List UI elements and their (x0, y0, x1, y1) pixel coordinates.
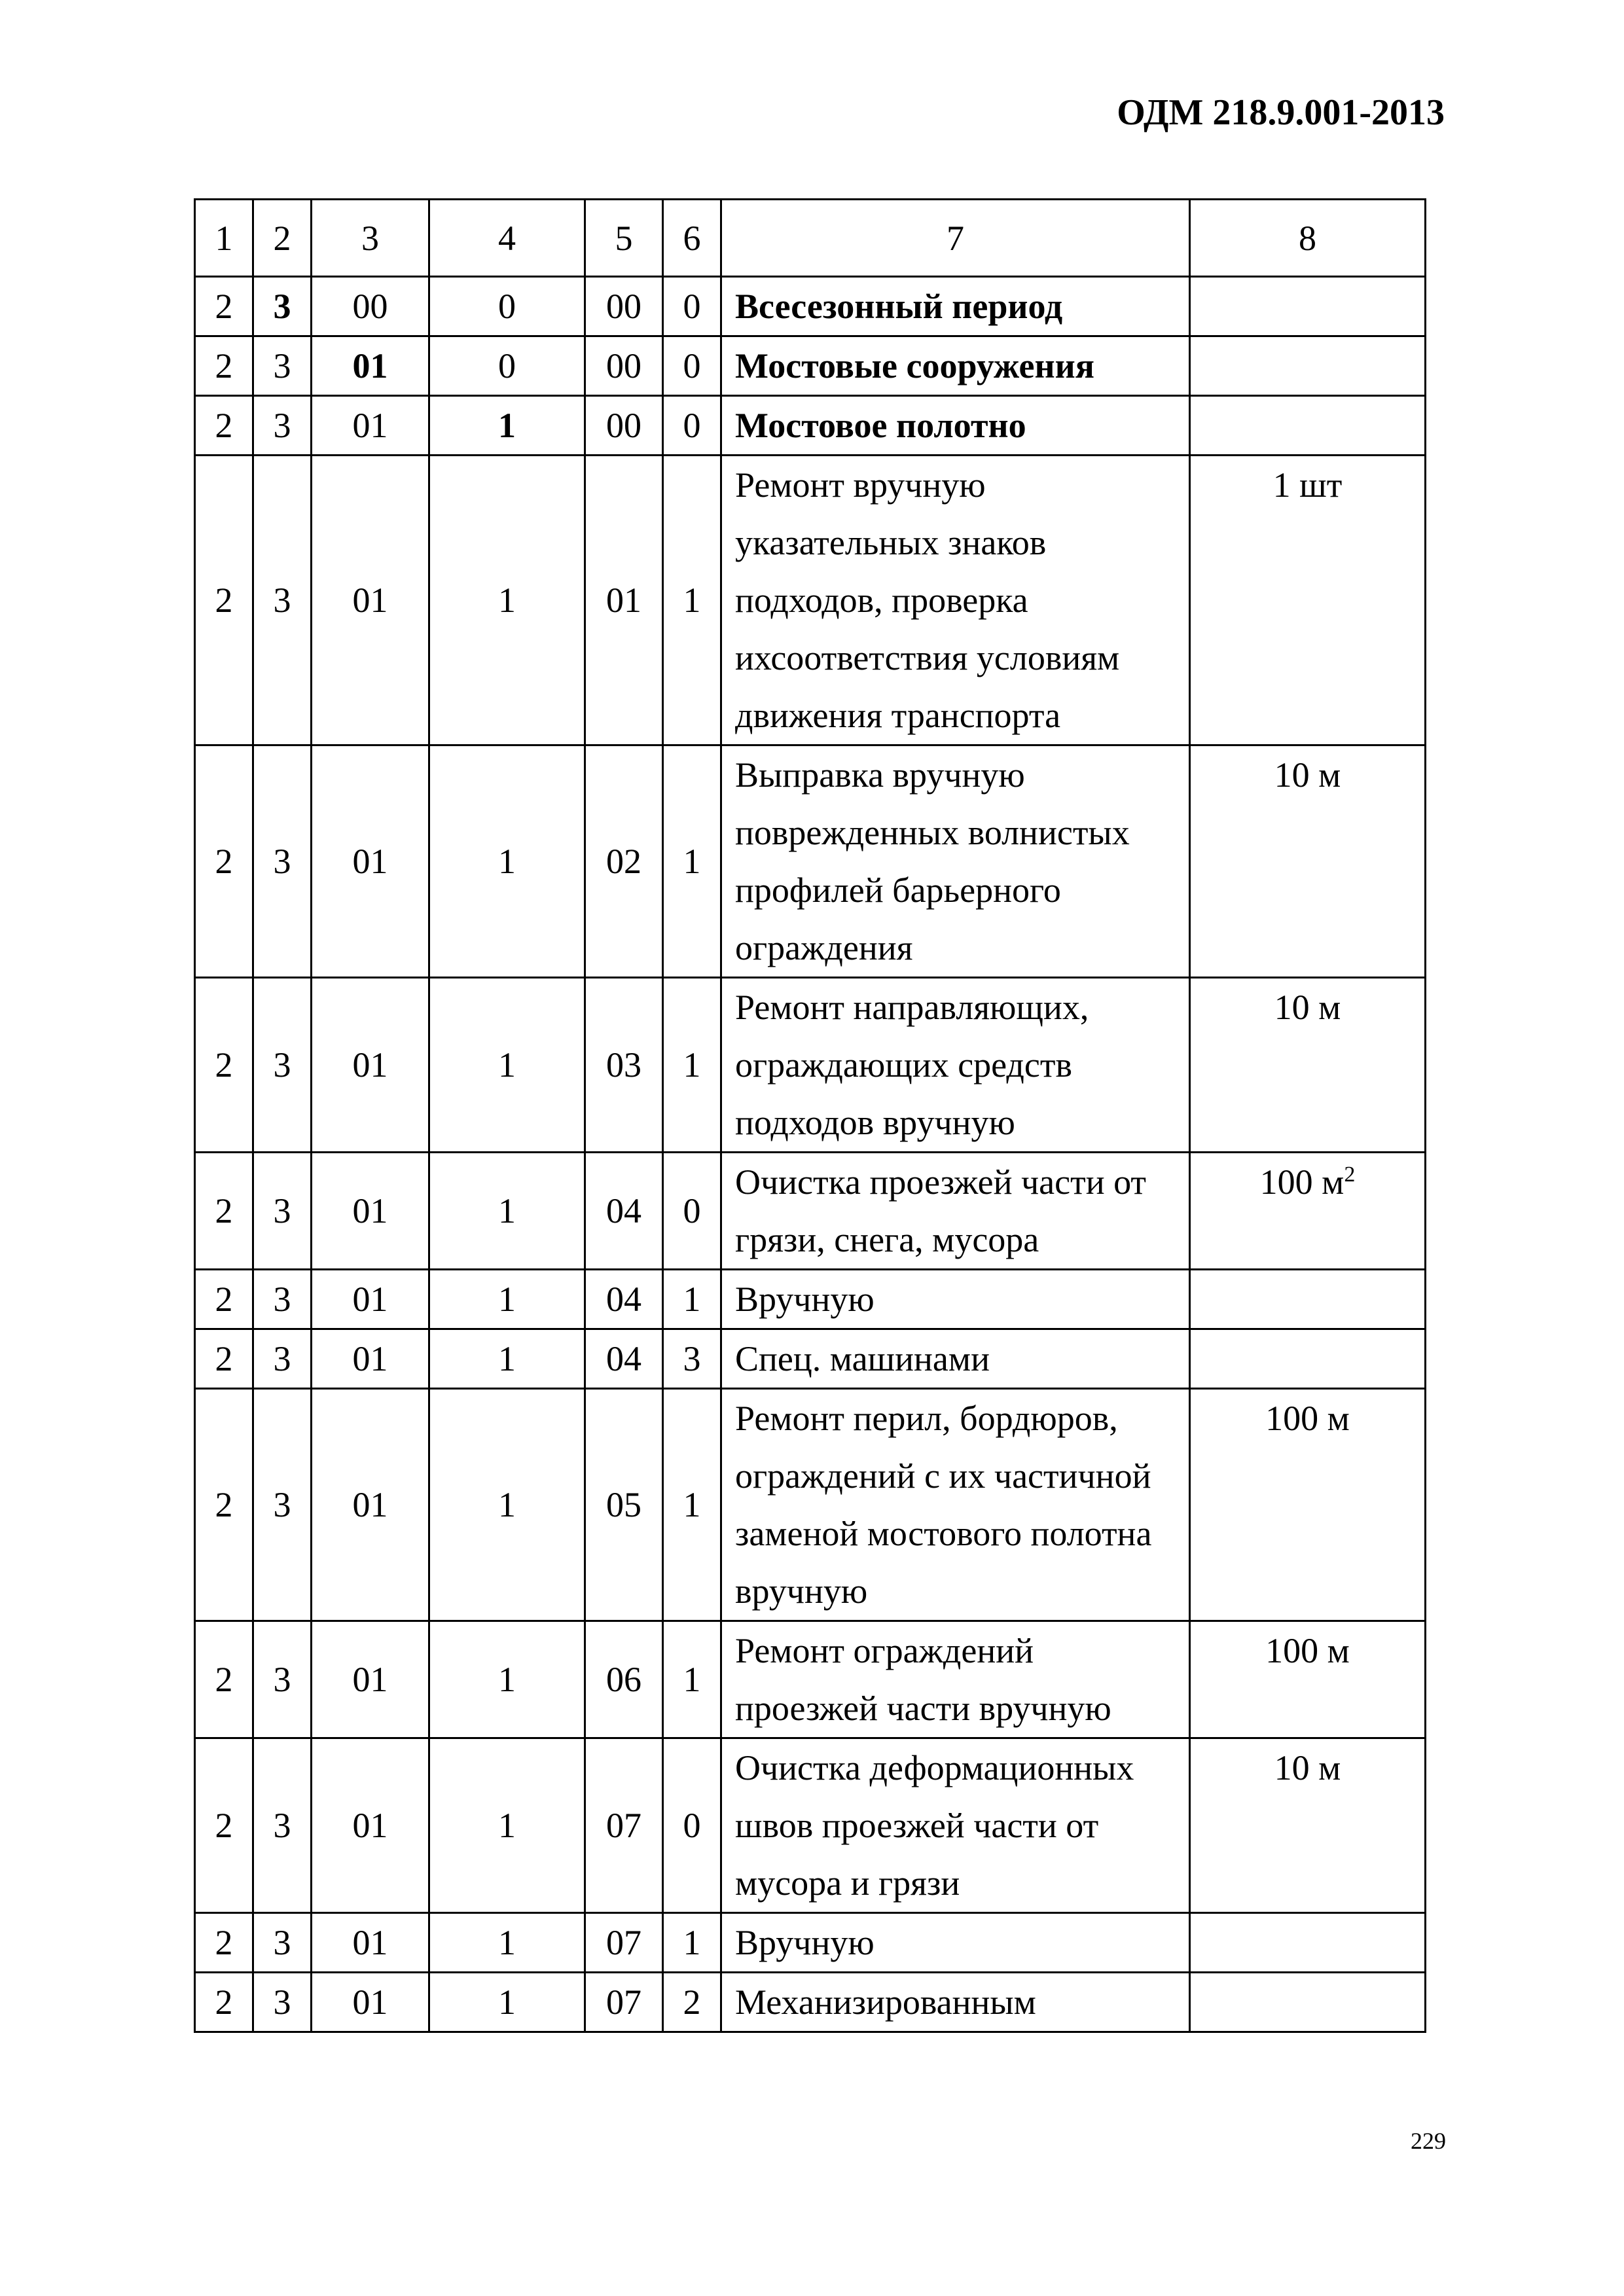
code-cell: 1 (429, 1913, 585, 1973)
code-cell: 1 (429, 1389, 585, 1621)
header-cell: 4 (429, 200, 585, 277)
code-cell: 3 (663, 1329, 721, 1389)
table-row (195, 978, 1426, 1153)
description-cell: Ремонт ограждений проезжей части вручную (721, 1621, 1190, 1738)
table-row (195, 1329, 1426, 1389)
code-cell: 07 (585, 1973, 663, 2032)
code-cell: 00 (585, 336, 663, 396)
code-cell: 03 (585, 978, 663, 1153)
code-cell: 1 (429, 1973, 585, 2032)
document-code: ОДМ 218.9.001-2013 (1117, 92, 1445, 133)
code-cell: 2 (195, 277, 253, 336)
table-header-row (195, 200, 1426, 277)
code-cell: 2 (195, 1270, 253, 1329)
code-cell: 3 (253, 336, 312, 396)
unit-cell (1190, 1329, 1426, 1389)
code-cell: 1 (429, 396, 585, 456)
code-cell: 2 (195, 978, 253, 1153)
code-cell: 1 (429, 1621, 585, 1738)
code-cell: 1 (663, 745, 721, 978)
code-cell: 01 (312, 1329, 429, 1389)
code-cell: 01 (312, 1973, 429, 2032)
unit-cell (1190, 745, 1426, 978)
code-cell: 1 (663, 456, 721, 745)
description-cell: Ремонт направляющих, ограждающих средств подходов вручную (721, 978, 1190, 1153)
unit-text: 100 м (1265, 1399, 1350, 1438)
code-cell: 2 (195, 1621, 253, 1738)
code-cell: 02 (585, 745, 663, 978)
code-cell: 3 (253, 277, 312, 336)
code-cell: 1 (429, 456, 585, 745)
code-cell: 1 (429, 1738, 585, 1913)
header-cell: 7 (721, 200, 1190, 277)
code-cell: 01 (312, 745, 429, 978)
code-cell: 0 (663, 1738, 721, 1913)
code-cell: 3 (253, 1973, 312, 2032)
code-cell: 3 (253, 1913, 312, 1973)
description-cell: Всесезонный период (721, 277, 1190, 336)
unit-cell (1190, 1913, 1426, 1973)
description-cell: Ремонт перил, бордюров, ограждений с их частичной заменой мостового полотна вручную (721, 1389, 1190, 1621)
code-cell: 01 (312, 456, 429, 745)
code-cell: 07 (585, 1913, 663, 1973)
code-cell: 01 (312, 1270, 429, 1329)
unit-text: 100 м (1265, 1631, 1350, 1670)
code-cell: 00 (312, 277, 429, 336)
header-cell: 2 (253, 200, 312, 277)
code-cell: 1 (429, 1329, 585, 1389)
code-cell: 0 (429, 277, 585, 336)
code-cell: 2 (195, 336, 253, 396)
description-cell: Очистка деформационных швов проезжей части от мусора и грязи (721, 1738, 1190, 1913)
code-cell: 3 (253, 396, 312, 456)
code-cell: 2 (195, 1973, 253, 2032)
unit-text: 10 м (1274, 988, 1341, 1027)
code-cell: 3 (253, 1270, 312, 1329)
code-cell: 07 (585, 1738, 663, 1913)
code-cell: 01 (312, 978, 429, 1153)
code-cell: 3 (253, 1153, 312, 1270)
unit-exponent: 2 (1344, 1162, 1356, 1187)
code-cell: 2 (195, 1153, 253, 1270)
table-row (195, 1913, 1426, 1973)
code-cell: 3 (253, 456, 312, 745)
code-cell: 3 (253, 1621, 312, 1738)
unit-cell (1190, 1738, 1426, 1913)
code-cell: 1 (429, 1270, 585, 1329)
description-cell: Ремонт вручную указательных знаков подходов, проверка ихсоответствия условиям движения транспорта (721, 456, 1190, 745)
header-cell: 6 (663, 200, 721, 277)
code-cell: 2 (195, 1329, 253, 1389)
code-cell: 1 (429, 978, 585, 1153)
code-cell: 01 (312, 1153, 429, 1270)
code-cell: 1 (663, 978, 721, 1153)
unit-text: 100 м (1259, 1162, 1344, 1202)
table-row (195, 1738, 1426, 1913)
code-cell: 04 (585, 1270, 663, 1329)
description-cell: Очистка проезжей части от грязи, снега, мусора (721, 1153, 1190, 1270)
unit-cell (1190, 277, 1426, 336)
code-cell: 01 (312, 1738, 429, 1913)
header-cell: 3 (312, 200, 429, 277)
code-cell: 04 (585, 1153, 663, 1270)
code-cell: 05 (585, 1389, 663, 1621)
code-cell: 2 (663, 1973, 721, 2032)
description-cell: Выправка вручную поврежденных волнистых профилей барьерного ограждения (721, 745, 1190, 978)
work-classification-table (194, 198, 1426, 2033)
table-row (195, 1621, 1426, 1738)
header-cell: 1 (195, 200, 253, 277)
code-cell: 1 (429, 1153, 585, 1270)
unit-cell (1190, 1153, 1426, 1270)
code-cell: 01 (312, 396, 429, 456)
page-number: 229 (1411, 2128, 1446, 2154)
code-cell: 0 (663, 277, 721, 336)
code-cell: 1 (663, 1270, 721, 1329)
code-cell: 0 (663, 1153, 721, 1270)
code-cell: 00 (585, 396, 663, 456)
code-cell: 01 (312, 336, 429, 396)
code-cell: 2 (195, 745, 253, 978)
unit-text: 1 шт (1272, 465, 1343, 505)
description-cell: Вручную (721, 1913, 1190, 1973)
table-row (195, 745, 1426, 978)
code-cell: 2 (195, 1738, 253, 1913)
code-cell: 01 (312, 1621, 429, 1738)
unit-cell (1190, 396, 1426, 456)
table-row (195, 1153, 1426, 1270)
code-cell: 3 (253, 1738, 312, 1913)
unit-cell (1190, 456, 1426, 745)
description-cell: Мостовое полотно (721, 396, 1190, 456)
code-cell: 3 (253, 1389, 312, 1621)
table-row (195, 336, 1426, 396)
code-cell: 2 (195, 1389, 253, 1621)
code-cell: 3 (253, 745, 312, 978)
code-cell: 1 (663, 1913, 721, 1973)
header-cell: 8 (1190, 200, 1426, 277)
table-row (195, 396, 1426, 456)
description-cell: Мостовые сооружения (721, 336, 1190, 396)
description-cell: Вручную (721, 1270, 1190, 1329)
code-cell: 1 (663, 1621, 721, 1738)
code-cell: 1 (429, 745, 585, 978)
code-cell: 0 (663, 336, 721, 396)
unit-text: 10 м (1274, 755, 1341, 795)
table-row (195, 456, 1426, 745)
table-row (195, 277, 1426, 336)
code-cell: 0 (429, 336, 585, 396)
unit-cell (1190, 1270, 1426, 1329)
unit-cell (1190, 1621, 1426, 1738)
table-row (195, 1270, 1426, 1329)
code-cell: 01 (312, 1913, 429, 1973)
code-cell: 01 (585, 456, 663, 745)
code-cell: 04 (585, 1329, 663, 1389)
code-cell: 2 (195, 1913, 253, 1973)
code-cell: 2 (195, 456, 253, 745)
unit-cell (1190, 1973, 1426, 2032)
header-cell: 5 (585, 200, 663, 277)
code-cell: 00 (585, 277, 663, 336)
code-cell: 06 (585, 1621, 663, 1738)
code-cell: 3 (253, 978, 312, 1153)
table-row (195, 1973, 1426, 2032)
code-cell: 0 (663, 396, 721, 456)
code-cell: 01 (312, 1389, 429, 1621)
description-cell: Спец. машинами (721, 1329, 1190, 1389)
description-cell: Механизированным (721, 1973, 1190, 2032)
unit-text: 10 м (1274, 1748, 1341, 1787)
unit-cell (1190, 1389, 1426, 1621)
code-cell: 3 (253, 1329, 312, 1389)
code-cell: 2 (195, 396, 253, 456)
unit-cell (1190, 978, 1426, 1153)
table-row (195, 1389, 1426, 1621)
unit-cell (1190, 336, 1426, 396)
code-cell: 1 (663, 1389, 721, 1621)
